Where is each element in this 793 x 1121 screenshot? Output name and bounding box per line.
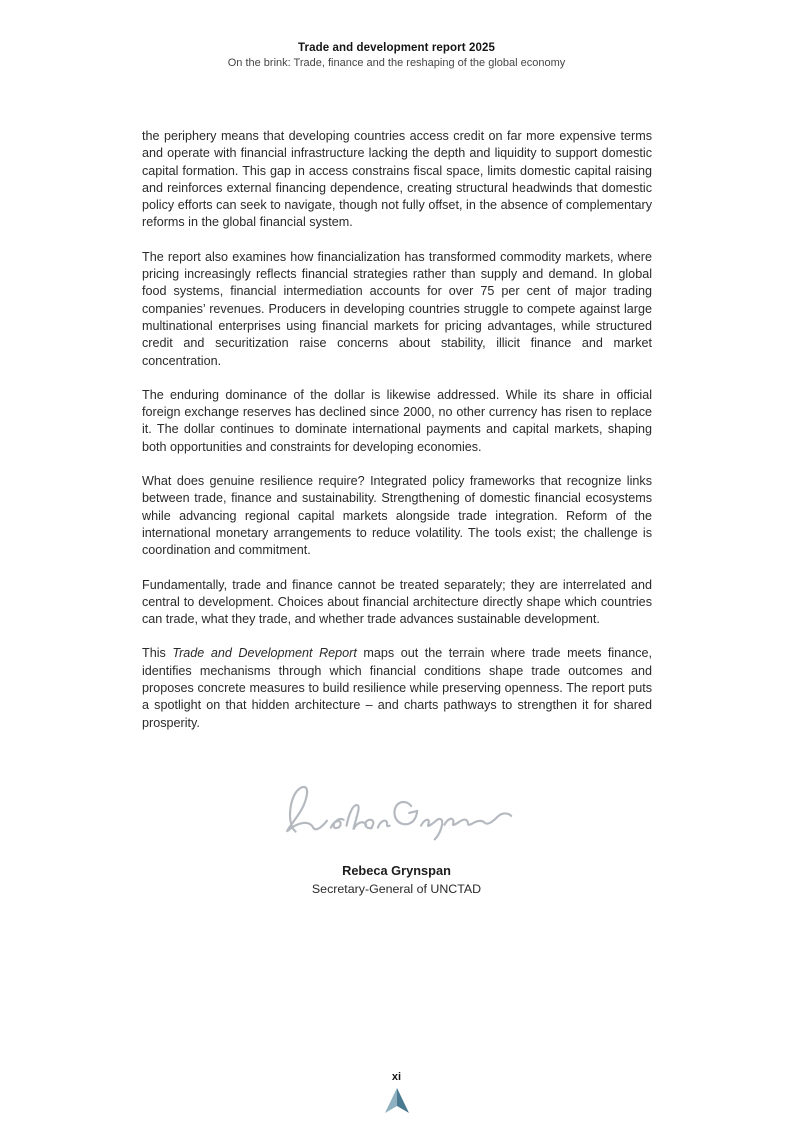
body-paragraph: Fundamentally, trade and finance cannot be treated separately; they are interrelated and central to development. Choices about financial architecture directly shape which countries can trade, what they trade, and whether trade advances sustainable development. — [142, 577, 652, 627]
body-paragraph: the periphery means that developing countries access credit on far more expensive terms and operate with financial infrastructure lacking the depth and liquidity to support domestic capital formation. This gap in access constrains fiscal space, limits domestic capital raising and reinforces external financing dependence, creating structural headwinds that domestic policy efforts can seek to navigate, though not fully offset, in the absence of complementary reforms in the global financial system. — [142, 129, 652, 230]
closing-text-pre: This — [142, 646, 173, 661]
body-paragraph: What does genuine resilience require? Integrated policy frameworks that recognize links between trade, finance and sustainability. Strengthening of domestic financial ecosystems while advancing regional capital markets alongside trade integration. Reform of the international monetary arrangements to reduce volatility. The tools exist; the challenge is coordination and commitment. — [142, 474, 652, 558]
footer-logo — [385, 1087, 409, 1114]
report-title: Trade and development report 2025 — [298, 42, 495, 54]
signature-image — [274, 776, 519, 846]
signatory-name: Rebeca Grynspan — [342, 863, 451, 878]
chevron-up-icon — [385, 1087, 409, 1114]
report-name-italic: Trade and Development Report — [172, 646, 357, 661]
body-paragraph: The enduring dominance of the dollar is likewise addressed. While its share in official foreign exchange reserves has declined since 2000, no other currency has risen to replace it. The dollar continues to dominate international payments and capital markets, shaping both opportunities and constraints for developing economies. — [142, 387, 652, 454]
signature-block — [0, 776, 793, 896]
page-number: xi — [391, 1071, 402, 1083]
body-text — [142, 128, 652, 749]
report-subtitle: On the brink: Trade, finance and the reshaping of the global economy — [227, 57, 566, 69]
page-header — [0, 42, 793, 69]
signatory-title: Secretary-General of UNCTAD — [311, 882, 482, 896]
body-paragraph: The report also examines how financialization has transformed commodity markets, where pricing increasingly reflects financial strategies rather than supply and demand. In global food systems, financial intermediation accounts for over 75 per cent of major trading companies’ revenues. Producers in developing countries struggle to compete against large multinational enterprises using financial markets for pricing advantages, while structured credit and securitization raise concerns about stability, illicit finance and market concentration. — [142, 249, 652, 368]
closing-text-post: maps out the terrain where trade meets finance, identifies mechanisms through which financial conditions shape trade outcomes and proposes concrete measures to build resilience while preserving openness. The report puts a spotlight on that hidden architecture – and charts pathways to strengthen it for shared prosperity. — [142, 646, 652, 730]
body-paragraph — [142, 645, 652, 731]
